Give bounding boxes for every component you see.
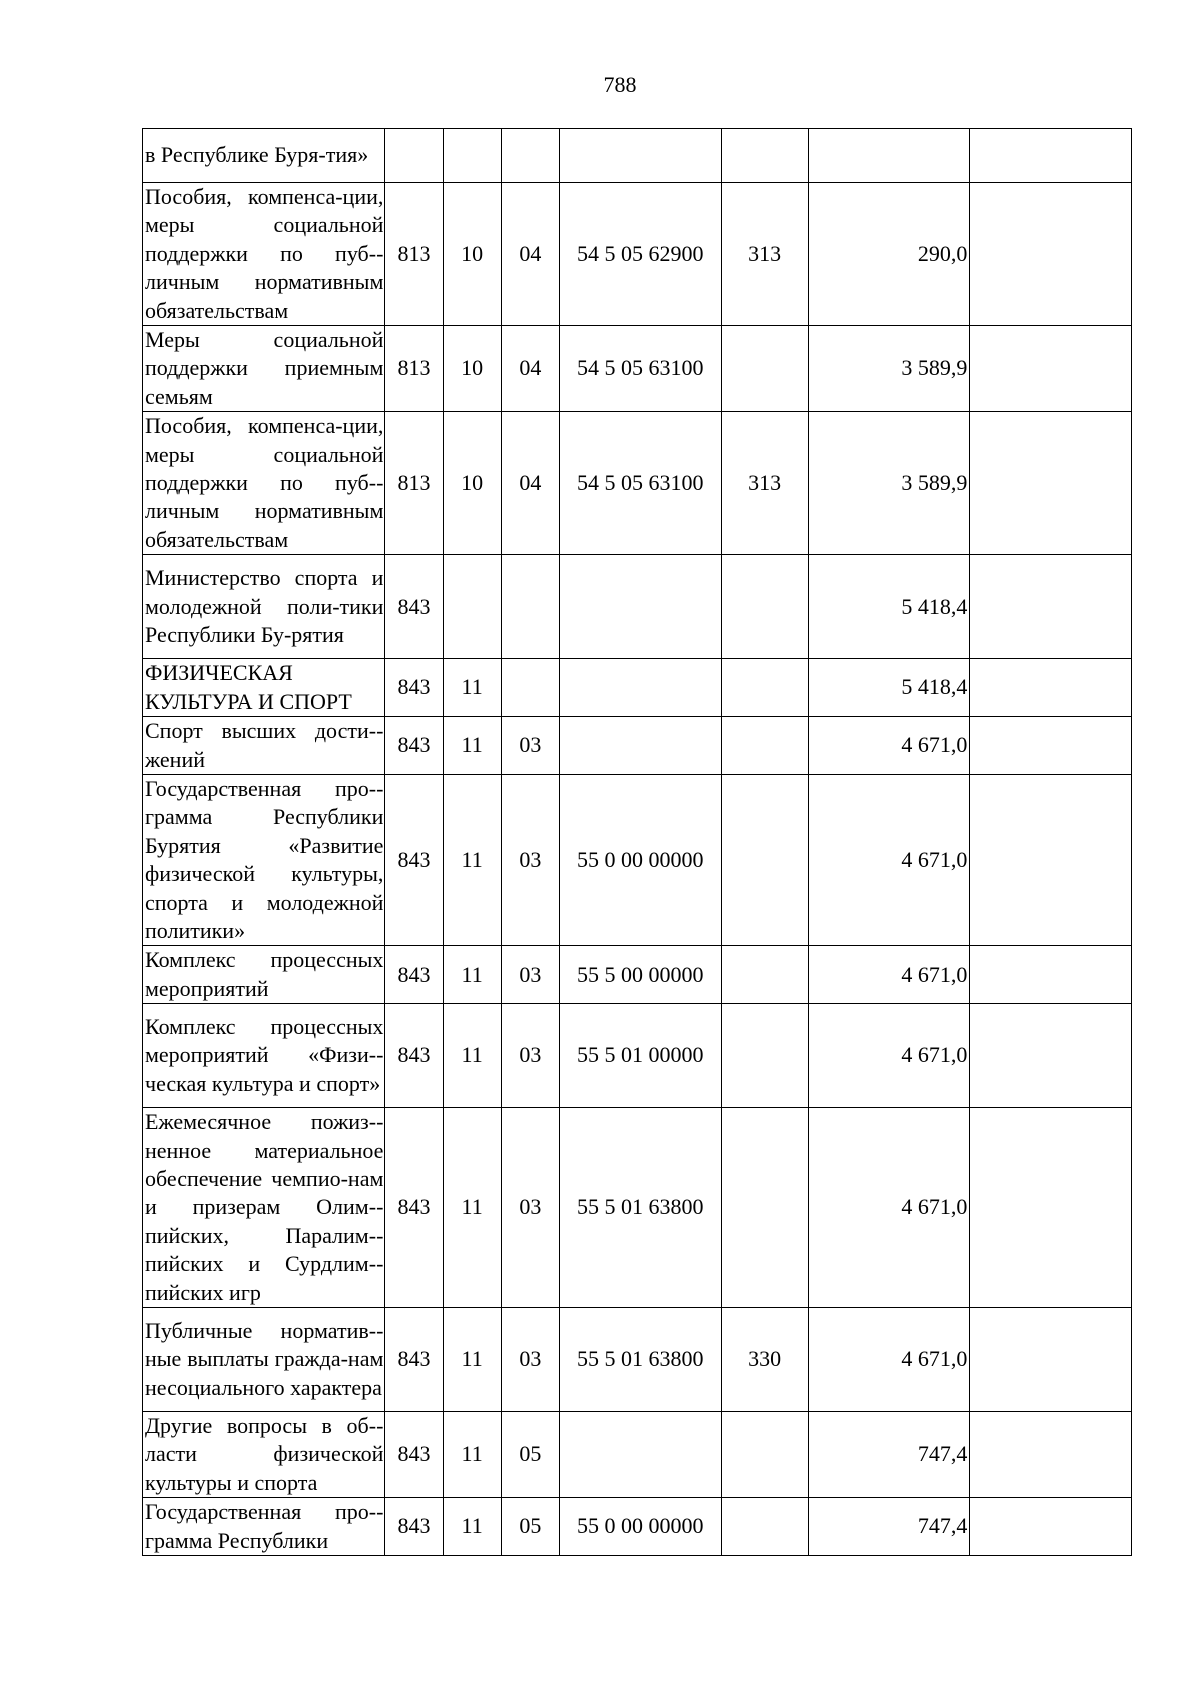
ministry-code-cell: 843 — [385, 717, 443, 775]
table-row — [143, 717, 1132, 775]
section-code-cell: 11 — [443, 1108, 501, 1308]
target-article-cell: 55 5 01 63800 — [559, 1108, 721, 1308]
table-row — [143, 659, 1132, 717]
section-code-cell: 11 — [443, 1412, 501, 1498]
amount-cell: 747,4 — [808, 1412, 970, 1498]
table-row — [143, 1108, 1132, 1308]
ministry-code-cell: 843 — [385, 1498, 443, 1556]
amount-cell — [808, 129, 970, 183]
extra-cell — [970, 1498, 1132, 1556]
section-code-cell: 11 — [443, 1004, 501, 1108]
amount-cell: 4 671,0 — [808, 717, 970, 775]
table-row — [143, 555, 1132, 659]
ministry-code-cell: 843 — [385, 946, 443, 1004]
expense-type-cell — [721, 946, 808, 1004]
row-name-cell: Другие вопросы в об-ласти физической культуры и спорта — [143, 1412, 385, 1498]
row-name-cell: Пособия, компенса-ции, меры социальной поддержки по пуб-личным нормативным обязательствам — [143, 183, 385, 326]
page-number: 788 — [603, 72, 637, 97]
expense-type-cell — [721, 555, 808, 659]
row-name-cell: Комплекс процессных мероприятий «Физи-ческая культура и спорт» — [143, 1004, 385, 1108]
subsection-code-cell: 04 — [501, 412, 559, 555]
expense-type-cell — [721, 717, 808, 775]
ministry-code-cell: 843 — [385, 1004, 443, 1108]
row-name-cell: Ежемесячное пожиз-ненное материальное обеспечение чемпио-нам и призерам Олим-пийских, Паралим-пийских и Сурдлим-пийских игр — [143, 1108, 385, 1308]
target-article-cell: 55 5 01 00000 — [559, 1004, 721, 1108]
section-code-cell — [443, 129, 501, 183]
row-name-cell: Государственная про-грамма Республики — [143, 1498, 385, 1556]
amount-cell: 3 589,9 — [808, 326, 970, 412]
target-article-cell: 55 5 01 63800 — [559, 1308, 721, 1412]
row-name-cell: Публичные норматив-ные выплаты гражда-нам несоциального характера — [143, 1308, 385, 1412]
ministry-code-cell: 843 — [385, 1308, 443, 1412]
ministry-code-cell: 843 — [385, 555, 443, 659]
amount-cell: 5 418,4 — [808, 555, 970, 659]
subsection-code-cell: 03 — [501, 946, 559, 1004]
expense-type-cell — [721, 774, 808, 945]
extra-cell — [970, 1412, 1132, 1498]
expense-type-cell — [721, 659, 808, 717]
table-row — [143, 1498, 1132, 1556]
amount-cell: 4 671,0 — [808, 774, 970, 945]
extra-cell — [970, 326, 1132, 412]
subsection-code-cell — [501, 555, 559, 659]
row-name-cell: ФИЗИЧЕСКАЯ КУЛЬТУРА И СПОРТ — [143, 659, 385, 717]
extra-cell — [970, 1308, 1132, 1412]
section-code-cell: 11 — [443, 946, 501, 1004]
section-code-cell: 11 — [443, 1308, 501, 1412]
target-article-cell — [559, 1412, 721, 1498]
table-row — [143, 1004, 1132, 1108]
section-code-cell: 11 — [443, 1498, 501, 1556]
ministry-code-cell: 843 — [385, 659, 443, 717]
amount-cell: 747,4 — [808, 1498, 970, 1556]
target-article-cell — [559, 555, 721, 659]
row-name-cell: Пособия, компенса-ции, меры социальной поддержки по пуб-личным нормативным обязательствам — [143, 412, 385, 555]
subsection-code-cell — [501, 659, 559, 717]
amount-cell: 4 671,0 — [808, 946, 970, 1004]
ministry-code-cell: 843 — [385, 1108, 443, 1308]
section-code-cell: 11 — [443, 774, 501, 945]
subsection-code-cell: 03 — [501, 1308, 559, 1412]
extra-cell — [970, 555, 1132, 659]
budget-table — [142, 128, 1132, 1556]
target-article-cell: 54 5 05 63100 — [559, 326, 721, 412]
expense-type-cell: 313 — [721, 412, 808, 555]
target-article-cell: 54 5 05 63100 — [559, 412, 721, 555]
amount-cell: 5 418,4 — [808, 659, 970, 717]
subsection-code-cell: 04 — [501, 326, 559, 412]
row-name-cell: Государственная про-грамма Республики Бурятия «Развитие физической культуры, спорта и молодежной политики» — [143, 774, 385, 945]
amount-cell: 4 671,0 — [808, 1308, 970, 1412]
expense-type-cell: 330 — [721, 1308, 808, 1412]
target-article-cell — [559, 717, 721, 775]
expense-type-cell — [721, 1498, 808, 1556]
subsection-code-cell: 03 — [501, 717, 559, 775]
subsection-code-cell: 03 — [501, 1108, 559, 1308]
row-name-cell: Министерство спорта и молодежной поли-тики Республики Бу-рятия — [143, 555, 385, 659]
extra-cell — [970, 183, 1132, 326]
target-article-cell: 55 0 00 00000 — [559, 1498, 721, 1556]
section-code-cell — [443, 555, 501, 659]
subsection-code-cell: 04 — [501, 183, 559, 326]
row-name-cell: в Республике Буря-тия» — [143, 129, 385, 183]
extra-cell — [970, 774, 1132, 945]
extra-cell — [970, 412, 1132, 555]
amount-cell: 4 671,0 — [808, 1004, 970, 1108]
expense-type-cell: 313 — [721, 183, 808, 326]
extra-cell — [970, 717, 1132, 775]
ministry-code-cell — [385, 129, 443, 183]
row-name-cell: Меры социальной поддержки приемным семьям — [143, 326, 385, 412]
table-row — [143, 1308, 1132, 1412]
ministry-code-cell: 843 — [385, 774, 443, 945]
target-article-cell: 55 5 00 00000 — [559, 946, 721, 1004]
extra-cell — [970, 1004, 1132, 1108]
section-code-cell: 10 — [443, 326, 501, 412]
subsection-code-cell: 03 — [501, 774, 559, 945]
expense-type-cell — [721, 1412, 808, 1498]
extra-cell — [970, 659, 1132, 717]
table-row — [143, 326, 1132, 412]
extra-cell — [970, 946, 1132, 1004]
extra-cell — [970, 1108, 1132, 1308]
section-code-cell: 10 — [443, 183, 501, 326]
ministry-code-cell: 813 — [385, 326, 443, 412]
amount-cell: 4 671,0 — [808, 1108, 970, 1308]
table-row — [143, 1412, 1132, 1498]
expense-type-cell — [721, 1004, 808, 1108]
amount-cell: 290,0 — [808, 183, 970, 326]
section-code-cell: 10 — [443, 412, 501, 555]
extra-cell — [970, 129, 1132, 183]
section-code-cell: 11 — [443, 659, 501, 717]
ministry-code-cell: 813 — [385, 412, 443, 555]
expense-type-cell — [721, 129, 808, 183]
target-article-cell: 55 0 00 00000 — [559, 774, 721, 945]
subsection-code-cell: 05 — [501, 1498, 559, 1556]
table-row — [143, 774, 1132, 945]
ministry-code-cell: 843 — [385, 1412, 443, 1498]
target-article-cell — [559, 659, 721, 717]
target-article-cell: 54 5 05 62900 — [559, 183, 721, 326]
expense-type-cell — [721, 1108, 808, 1308]
table-row — [143, 129, 1132, 183]
table-row — [143, 946, 1132, 1004]
table-row — [143, 183, 1132, 326]
amount-cell: 3 589,9 — [808, 412, 970, 555]
row-name-cell: Комплекс процессных мероприятий — [143, 946, 385, 1004]
table-row — [143, 412, 1132, 555]
row-name-cell: Спорт высших дости-жений — [143, 717, 385, 775]
target-article-cell — [559, 129, 721, 183]
section-code-cell: 11 — [443, 717, 501, 775]
ministry-code-cell: 813 — [385, 183, 443, 326]
subsection-code-cell: 03 — [501, 1004, 559, 1108]
subsection-code-cell: 05 — [501, 1412, 559, 1498]
subsection-code-cell — [501, 129, 559, 183]
expense-type-cell — [721, 326, 808, 412]
